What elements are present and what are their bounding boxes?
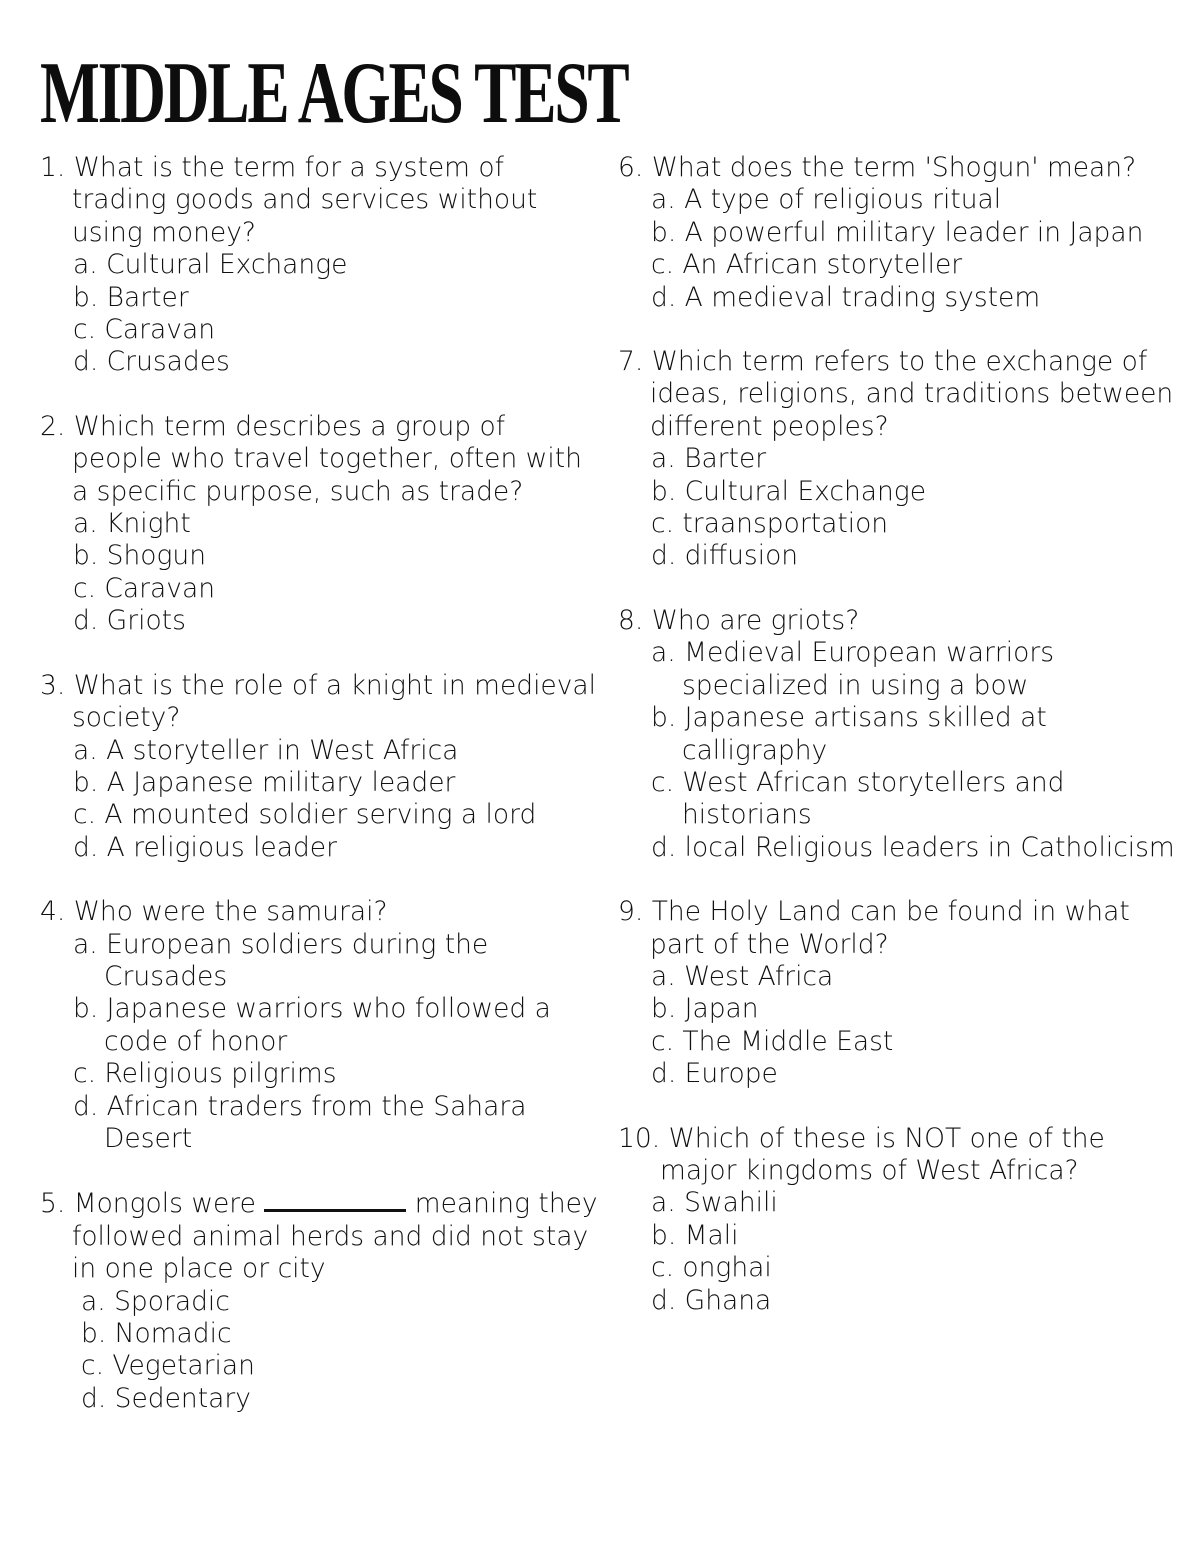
answer-options <box>618 961 1178 1091</box>
option-a: a. Sporadic <box>81 1285 230 1317</box>
option-b: b. Japanese artisans skilled at calligraphy <box>651 702 1047 766</box>
option-d: d. local Religious leaders in Catholicism <box>651 831 1175 863</box>
option-b: b. Shogun <box>73 540 206 572</box>
option-d: d. Europe <box>651 1058 778 1090</box>
option-c: c. Caravan <box>73 314 216 346</box>
question-text: 8. Who are griots? <box>618 604 860 636</box>
question-10 <box>618 1123 1178 1317</box>
option-d: d. Griots <box>73 605 186 637</box>
question-text: 7. Which term refers to the exchange of ideas, religions, and traditions between different peoples? <box>618 346 1174 442</box>
option-d: d. diffusion <box>651 540 799 572</box>
answer-options <box>40 1286 600 1416</box>
option-a: a. Medieval European warriors specialized in using a bow <box>651 637 1055 701</box>
option-d: d. A medieval trading system <box>651 281 1041 313</box>
option-c: c. The Middle East <box>651 1025 894 1057</box>
question-text: 9. The Holy Land can be found in what part of the World? <box>618 896 1130 960</box>
option-a: a. West Africa <box>651 960 834 992</box>
option-a: a. Knight <box>73 508 191 540</box>
option-d: d. Crusades <box>73 346 230 378</box>
option-b: b. Japanese warriors who followed a code of honor <box>73 993 551 1057</box>
answer-options <box>618 184 1178 314</box>
answer-options <box>40 249 600 379</box>
answer-options <box>618 1187 1178 1317</box>
question-3 <box>40 670 600 864</box>
question-text: 1. What is the term for a system of trading goods and services without using money? <box>40 152 538 248</box>
option-a: a. Cultural Exchange <box>73 249 348 281</box>
option-d: d. Sedentary <box>81 1382 251 1414</box>
answer-options <box>40 929 600 1156</box>
option-b: b. A Japanese military leader <box>73 766 456 798</box>
question-1 <box>40 152 600 379</box>
option-c: c. Religious pilgrims <box>73 1058 337 1090</box>
option-c: c. An African storyteller <box>651 249 963 281</box>
question-8 <box>618 605 1178 864</box>
option-c: c. traansportation <box>651 508 889 540</box>
question-6 <box>618 152 1178 314</box>
question-text: 10. Which of these is NOT one of the major kingdoms of West Africa? <box>618 1122 1105 1186</box>
question-7 <box>618 346 1178 573</box>
page-title: MIDDLE AGES TEST <box>40 45 628 142</box>
option-b: b. Barter <box>73 281 189 313</box>
option-a: a. European soldiers during the Crusades <box>73 928 489 992</box>
answer-options <box>618 637 1178 864</box>
question-5 <box>40 1187 600 1415</box>
option-c: c. onghai <box>651 1252 772 1284</box>
option-d: d. Ghana <box>651 1284 772 1316</box>
option-d: d. African traders from the Sahara Desert <box>73 1090 527 1154</box>
option-b: b. A powerful military leader in Japan <box>651 216 1144 248</box>
question-2 <box>40 411 600 638</box>
question-9 <box>618 896 1178 1090</box>
option-c: c. Vegetarian <box>81 1350 255 1382</box>
right-column <box>618 152 1178 1317</box>
option-c: c. A mounted soldier serving a lord <box>73 799 537 831</box>
question-text: 5. Mongols were meaning they followed animal herds and did not stay in one place or city <box>40 1188 598 1285</box>
answer-options <box>618 443 1178 573</box>
option-b: b. Cultural Exchange <box>651 475 927 507</box>
option-a: a. Swahili <box>651 1187 778 1219</box>
option-c: c. Caravan <box>73 572 216 604</box>
option-d: d. A religious leader <box>73 831 337 863</box>
question-text: 6. What does the term 'Shogun' mean? <box>618 152 1137 183</box>
option-a: a. A type of religious ritual <box>651 184 1002 216</box>
question-text: 2. Which term describes a group of people who travel together, often with a specific purpose, such as trade? <box>40 410 582 507</box>
option-b: b. Nomadic <box>81 1318 232 1349</box>
fill-in-blank <box>264 1187 406 1212</box>
answer-options <box>40 735 600 865</box>
question-text: 4. Who were the samurai? <box>40 896 388 928</box>
option-a: a. Barter <box>651 443 767 475</box>
option-a: a. A storyteller in West Africa <box>73 734 459 766</box>
option-b: b. Japan <box>651 993 759 1025</box>
option-b: b. Mali <box>651 1219 739 1251</box>
question-4 <box>40 896 600 1155</box>
question-text: 3. What is the role of a knight in medieval society? <box>40 669 597 734</box>
left-column <box>40 152 600 1415</box>
option-c: c. West African storytellers and historians <box>651 766 1065 831</box>
answer-options <box>40 508 600 638</box>
